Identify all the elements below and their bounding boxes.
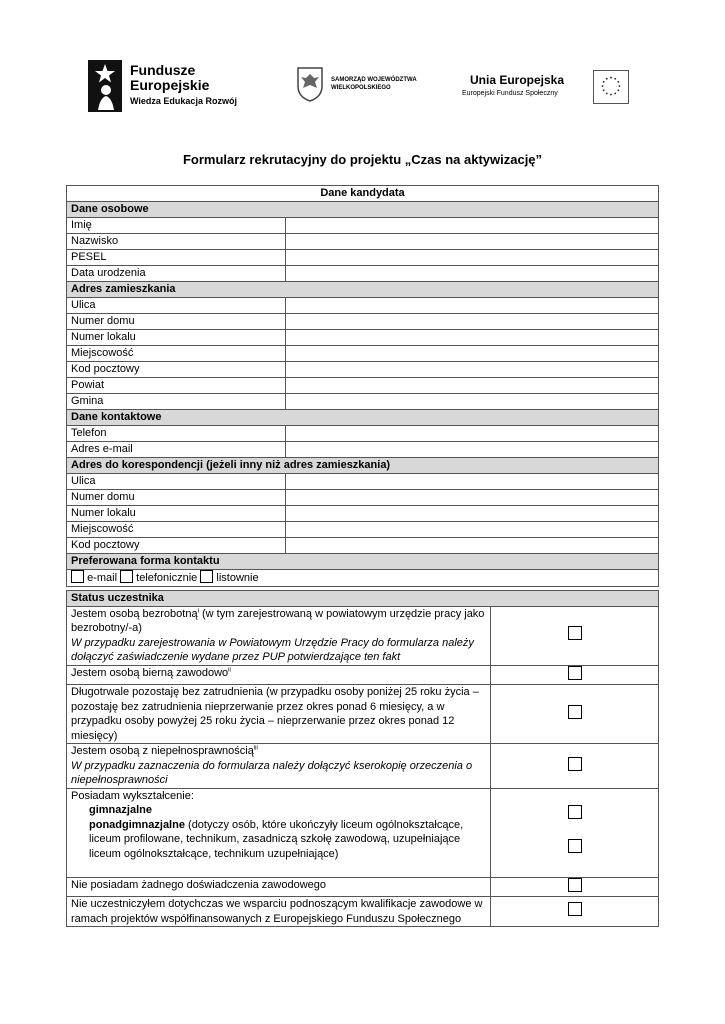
- form-row: [67, 218, 659, 234]
- fe-subtitle: Wiedza Edukacja Rozwój: [130, 96, 237, 106]
- preferred-contact-row: [67, 570, 659, 587]
- field-label-telefon: Telefon: [67, 426, 286, 442]
- table-header-row: [67, 186, 659, 202]
- status-desc-efs: Nie uczestniczyłem dotychczas we wsparciu podnoszącym kwalifikacje zawodowe w ramach projektów współfinansowanych z Europejskiego Funduszu Społecznego: [67, 897, 491, 927]
- form-row: [67, 298, 659, 314]
- education-ponadgimnazjalne-label: ponadgimnazjalne: [89, 818, 185, 831]
- field-label-corr-miejscowosc: Miejscowość: [67, 522, 286, 538]
- form-row: [67, 442, 659, 458]
- checkbox-bezrobotny[interactable]: [568, 626, 582, 640]
- section-row: [67, 202, 659, 218]
- checkbox-brak-doswiadczenia[interactable]: [568, 878, 582, 892]
- eu-flag-icon: [593, 70, 629, 104]
- section-row: [67, 282, 659, 298]
- field-input-gmina[interactable]: [286, 394, 659, 410]
- form-row: [67, 314, 659, 330]
- status-row-efs: [67, 897, 659, 927]
- education-option-ponadgimnazjalne: [71, 818, 486, 862]
- address-header: Adres zamieszkania: [67, 282, 659, 298]
- form-row: [67, 522, 659, 538]
- status-header: Status uczestnika: [67, 591, 659, 607]
- contact-header: Dane kontaktowe: [67, 410, 659, 426]
- status-desc-wyksztalcenie: [67, 788, 491, 877]
- field-input-powiat[interactable]: [286, 378, 659, 394]
- field-input-pesel[interactable]: [286, 250, 659, 266]
- section-row: [67, 554, 659, 570]
- personal-header: Dane osobowe: [67, 202, 659, 218]
- status-desc-brak-doswiadczenia: Nie posiadam żadnego doświadczenia zawodowego: [67, 877, 491, 897]
- form-row: [67, 506, 659, 522]
- field-label-miejscowosc: Miejscowość: [67, 346, 286, 362]
- status-check-cell: [491, 606, 659, 665]
- header-logos: [88, 58, 633, 116]
- candidate-data-table: [66, 185, 659, 587]
- field-input-corr-numer-domu[interactable]: [286, 490, 659, 506]
- field-label-data-urodzenia: Data urodzenia: [67, 266, 286, 282]
- form-title: Formularz rekrutacyjny do projektu „Czas na aktywizację”: [182, 152, 543, 167]
- form-row: [67, 394, 659, 410]
- footnote-i: i: [197, 607, 199, 614]
- status-check-cell: [491, 877, 659, 897]
- form-row: [67, 474, 659, 490]
- field-label-ulica: Ulica: [67, 298, 286, 314]
- field-input-imie[interactable]: [286, 218, 659, 234]
- fe-title-line2: Europejskie: [130, 77, 210, 93]
- field-label-kod-pocztowy: Kod pocztowy: [67, 362, 286, 378]
- field-input-corr-miejscowosc[interactable]: [286, 522, 659, 538]
- field-label-corr-kod-pocztowy: Kod pocztowy: [67, 538, 286, 554]
- field-input-ulica[interactable]: [286, 298, 659, 314]
- field-label-gmina: Gmina: [67, 394, 286, 410]
- checkbox-listownie[interactable]: [200, 570, 213, 583]
- candidate-header: Dane kandydata: [67, 186, 659, 202]
- field-input-numer-lokalu[interactable]: [286, 330, 659, 346]
- form-row: [67, 346, 659, 362]
- section-row: [67, 591, 659, 607]
- field-input-corr-ulica[interactable]: [286, 474, 659, 490]
- fe-title-line1: Fundusze: [130, 62, 196, 78]
- status-desc-niepelnosprawnosc: [67, 744, 491, 789]
- checkbox-niepelnosprawnosc[interactable]: [568, 757, 582, 771]
- status-desc-bierny: [67, 665, 491, 685]
- education-ponadgimnazjalne-desc: (dotyczy osób, które ukończyły liceum ogólnokształcące, liceum profilowane, technikum, zasadniczą szkołę zawodową, uzupełniające liceum ogólnokształcące, technikum uzupełniające): [89, 818, 464, 860]
- education-intro: Posiadam wykształcenie:: [71, 789, 194, 802]
- checkbox-telefonicznie[interactable]: [120, 570, 133, 583]
- field-label-corr-numer-domu: Numer domu: [67, 490, 286, 506]
- status-row-wyksztalcenie: [67, 788, 659, 877]
- status-row-bezrobotny: [67, 606, 659, 665]
- status-bezrobotny-text-a: Jestem osobą bezrobotną: [71, 607, 198, 620]
- ue-title: Unia Europejska: [470, 73, 565, 87]
- field-label-email: Adres e-mail: [67, 442, 286, 458]
- checkbox-bierny[interactable]: [568, 666, 582, 680]
- status-bezrobotny-text-b: (w tym zarejestrowaną w powiatowym urzędzie pracy jako bezrobotny/-a): [71, 607, 485, 634]
- samorzad-text: [331, 76, 431, 92]
- section-row: [67, 458, 659, 474]
- status-row-brak-doswiadczenia: [67, 877, 659, 897]
- unia-europejska-logo: [460, 68, 632, 108]
- samorzad-logo: [296, 66, 436, 106]
- form-row: [67, 426, 659, 442]
- field-input-corr-numer-lokalu[interactable]: [286, 506, 659, 522]
- status-check-cell: [491, 897, 659, 927]
- field-input-miejscowosc[interactable]: [286, 346, 659, 362]
- form-row: [67, 266, 659, 282]
- preferred-contact-options: [67, 570, 659, 587]
- status-desc-dlugotrwale: Długotrwale pozostaję bez zatrudnienia (w przypadku osoby poniżej 25 roku życia – pozostaję bez zatrudnienia nieprzerwanie przez okres ponad 6 miesięcy, a w przypadku osoby powyżej 25 roku życia – nieprzerwanie przez okres ponad 12 miesięcy): [67, 685, 491, 744]
- checkbox-dlugotrwale[interactable]: [568, 705, 582, 719]
- status-check-cell: [491, 788, 659, 877]
- checkbox-gimnazjalne[interactable]: [568, 805, 582, 819]
- samorzad-line2: WIELKOPOLSKIEGO: [331, 85, 391, 91]
- field-label-corr-numer-lokalu: Numer lokalu: [67, 506, 286, 522]
- status-row-bierny: [67, 665, 659, 685]
- status-niepelnosprawnosc-note: W przypadku zaznaczenia do formularza należy dołączyć kserokopię orzeczenia o niepełnosprawności: [71, 759, 473, 786]
- checkbox-ponadgimnazjalne[interactable]: [568, 839, 582, 853]
- checkbox-efs[interactable]: [568, 902, 582, 916]
- checkbox-email[interactable]: [71, 570, 84, 583]
- form-row: [67, 378, 659, 394]
- field-input-telefon[interactable]: [286, 426, 659, 442]
- form-row: [67, 538, 659, 554]
- status-table: [66, 590, 659, 927]
- status-check-cell: [491, 685, 659, 744]
- footnote-ii: ii: [228, 666, 231, 673]
- preferred-contact-header: Preferowana forma kontaktu: [67, 554, 659, 570]
- field-label-corr-ulica: Ulica: [67, 474, 286, 490]
- field-label-powiat: Powiat: [67, 378, 286, 394]
- field-input-email[interactable]: [286, 442, 659, 458]
- form-row: [67, 490, 659, 506]
- status-check-cell: [491, 665, 659, 685]
- correspondence-header: Adres do korespondencji (jeżeli inny niż adres zamieszkania): [67, 458, 659, 474]
- section-row: [67, 410, 659, 426]
- field-label-nazwisko: Nazwisko: [67, 234, 286, 250]
- status-row-niepelnosprawnosc: [67, 744, 659, 789]
- field-label-imie: Imię: [67, 218, 286, 234]
- status-bezrobotny-note: W przypadku zarejestrowania w Powiatowym Urzędzie Pracy do formularza należy dołączyć zaświadczenie wydane przez PUP potwierdzające ten fakt: [71, 636, 474, 663]
- form-row: [67, 362, 659, 378]
- field-label-pesel: PESEL: [67, 250, 286, 266]
- fe-title: [130, 63, 260, 93]
- status-row-dlugotrwale: [67, 685, 659, 744]
- field-label-numer-domu: Numer domu: [67, 314, 286, 330]
- field-input-data-urodzenia[interactable]: [286, 266, 659, 282]
- footnote-iii: iii: [253, 745, 258, 752]
- field-input-corr-kod-pocztowy[interactable]: [286, 538, 659, 554]
- form-row: [67, 250, 659, 266]
- field-input-kod-pocztowy[interactable]: [286, 362, 659, 378]
- field-label-numer-lokalu: Numer lokalu: [67, 330, 286, 346]
- fe-emblem-icon: [88, 60, 122, 112]
- form-row: [67, 330, 659, 346]
- status-niepelnosprawnosc-text: Jestem osobą z niepełnosprawnością: [71, 745, 254, 757]
- status-desc-bezrobotny: [67, 606, 491, 665]
- form-row: [67, 234, 659, 250]
- option-listownie-label: listownie: [216, 572, 259, 584]
- education-option-gimnazjalne: gimnazjalne: [89, 804, 152, 816]
- status-check-cell: [491, 744, 659, 789]
- option-telefonicznie-label: telefonicznie: [136, 572, 198, 584]
- fundusze-europejskie-logo: [88, 58, 258, 116]
- ue-subtitle: Europejski Fundusz Społeczny: [462, 90, 558, 97]
- eagle-crest-icon: [296, 66, 324, 102]
- option-email-label: e-mail: [87, 572, 118, 584]
- field-input-numer-domu[interactable]: [286, 314, 659, 330]
- status-bierny-text: Jestem osobą bierną zawodowo: [71, 666, 229, 679]
- field-input-nazwisko[interactable]: [286, 234, 659, 250]
- samorzad-line1: SAMORZĄD WOJEWÓDZTWA: [331, 77, 417, 83]
